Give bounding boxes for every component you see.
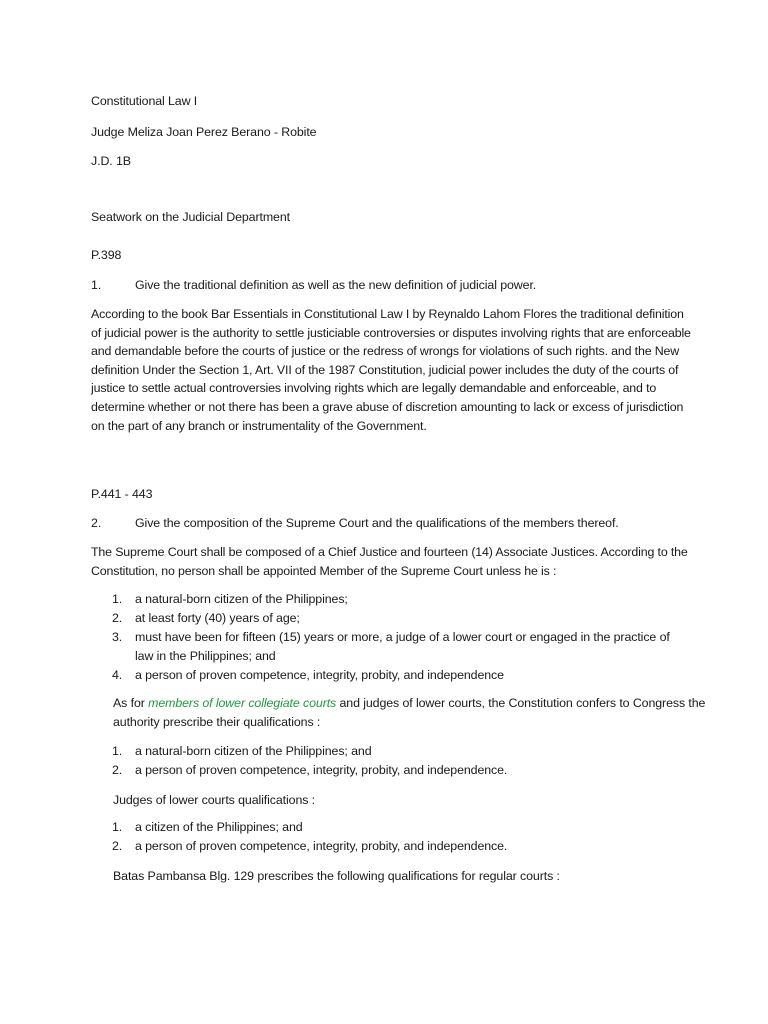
list-item <box>91 628 691 666</box>
list-item <box>91 837 691 856</box>
list-item-text: a natural-born citizen of the Philippines; <box>135 592 348 606</box>
list-item-number: 3. <box>112 630 123 644</box>
list-item-text: must have been for fifteen (15) years or more, a judge of a lower court or engaged in the practice of law in the Philippines; and <box>135 630 670 663</box>
answer-2-intro: The Supreme Court shall be composed of a Chief Justice and fourteen (14) Associate Justices. According to the Constitution, no person shall be appointed Member of the Supreme Court unless he is : <box>91 545 688 578</box>
course-title: Constitutional Law I <box>91 94 198 108</box>
page-ref-2: P.441 - 443 <box>91 487 153 501</box>
list-item-number: 1. <box>112 820 123 834</box>
sc-qualifications-list <box>91 590 691 685</box>
list-item-number: 2. <box>112 763 123 777</box>
question-number-2: 2. <box>91 516 102 530</box>
lower-collegiate-suffix: and judges of lower courts, the Constitution confers to Congress the authority prescribe their qualifications : <box>113 696 706 729</box>
list-item <box>91 590 691 609</box>
list-item-number: 1. <box>112 592 123 606</box>
list-item-text: a person of proven competence, integrity, probity, and independence. <box>135 839 508 853</box>
section-label: J.D. 1B <box>91 154 131 168</box>
list-item-text: at least forty (40) years of age; <box>135 611 300 625</box>
list-item-text: a natural-born citizen of the Philippines; and <box>135 744 372 758</box>
lower-courts-qualifications-list <box>91 818 691 856</box>
list-item-number: 4. <box>112 668 123 682</box>
bp129-intro: Batas Pambansa Blg. 129 prescribes the following qualifications for regular courts : <box>113 869 560 883</box>
list-item-text: a person of proven competence, integrity, probity, and independence. <box>135 763 508 777</box>
list-item-number: 2. <box>112 611 123 625</box>
list-item <box>91 609 691 628</box>
list-item <box>91 666 691 685</box>
instructor-name: Judge Meliza Joan Perez Berano - Robite <box>91 125 317 139</box>
list-item <box>91 742 691 761</box>
page-ref-1: P.398 <box>91 248 122 262</box>
lower-collegiate-highlight: members of lower collegiate courts <box>148 696 337 710</box>
list-item-number: 2. <box>112 839 123 853</box>
list-item-number: 1. <box>112 744 123 758</box>
collegiate-qualifications-list <box>91 742 691 780</box>
question-1: Give the traditional definition as well as the new definition of judicial power. <box>135 278 537 292</box>
question-number-1: 1. <box>91 278 102 292</box>
list-item-text: a person of proven competence, integrity, probity, and independence <box>135 668 504 682</box>
lower-courts-heading: Judges of lower courts qualifications : <box>113 793 316 807</box>
list-item-text: a citizen of the Philippines; and <box>135 820 303 834</box>
lower-collegiate-prefix: As for <box>113 696 149 710</box>
question-2: Give the composition of the Supreme Court and the qualifications of the members thereof. <box>135 516 619 530</box>
answer-1-paragraph: According to the book Bar Essentials in Constitutional Law I by Reynaldo Lahom Flores the traditional definition of judicial power is the authority to settle justiciable controversies or disputes involving rights that are enforceable and demandable before the courts of justice or the redress of wrongs for violations of such rights. and the New definition Under the Section 1, Art. VII of the 1987 Constitution, judicial power includes the duty of the courts of justice to settle actual controversies involving rights which are legally demandable and enforceable, and to determine whether or not there has been a grave abuse of discretion amounting to lack or excess of jurisdiction on the part of any branch or instrumentality of the Government. <box>91 307 691 433</box>
list-item <box>91 761 691 780</box>
list-item <box>91 818 691 837</box>
lower-collegiate-paragraph <box>113 694 713 732</box>
assignment-title: Seatwork on the Judicial Department <box>91 210 290 224</box>
